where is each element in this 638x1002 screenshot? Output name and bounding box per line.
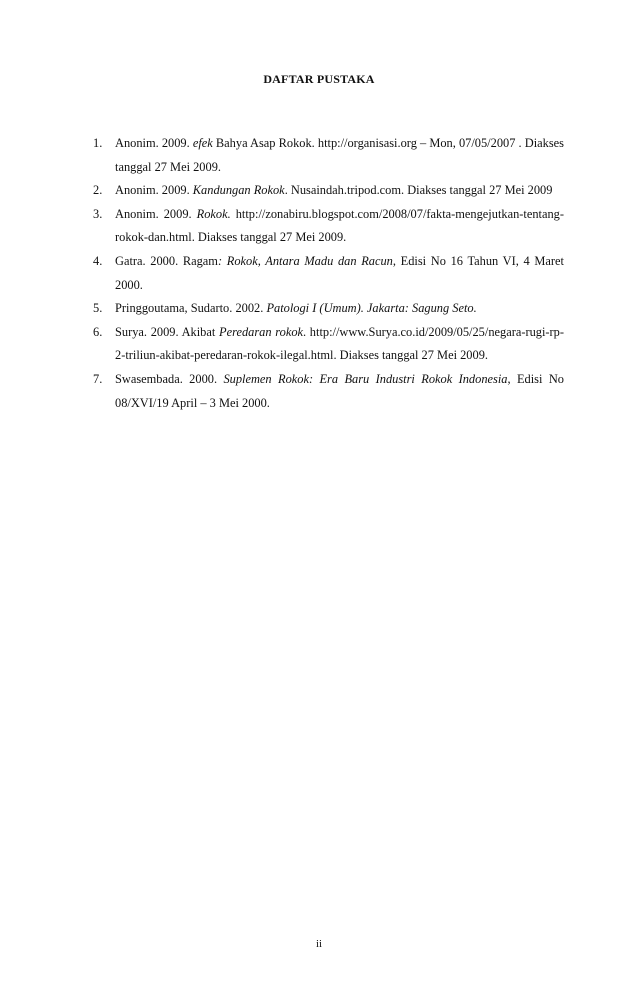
reference-text: Pringgoutama, Sudarto. 2002. <box>115 301 267 316</box>
page-title: DAFTAR PUSTAKA <box>263 72 375 86</box>
reference-item <box>93 368 564 415</box>
reference-italic-text: Rokok. <box>196 206 231 221</box>
reference-item <box>93 203 564 250</box>
reference-number: 3. <box>93 206 103 221</box>
reference-item <box>93 297 564 321</box>
reference-italic-text: efek <box>192 136 213 150</box>
reference-text: , Edisi No 16 Tahun VI, 4 Maret 2000. <box>115 253 564 292</box>
page-number: ii <box>315 938 323 950</box>
reference-item <box>93 179 564 203</box>
reference-text: Gatra. 2000. Ragam <box>115 253 218 268</box>
reference-item <box>93 321 564 368</box>
reference-text: . Nusaindah.tripod.com. Diakses tanggal 27 Mei 2009 <box>284 183 553 198</box>
reference-text: Anonim. 2009. <box>115 136 193 150</box>
reference-text: Bahya Asap Rokok. http://organisasi.org – Mon, 07/05/2007 . Diakses tanggal 27 Mei 2009. <box>115 136 564 174</box>
reference-text: Swasembada. 2000. <box>115 371 224 386</box>
reference-number: 6. <box>93 324 103 339</box>
reference-italic-text: Patologi I (Umum). Jakarta: Sagung Seto. <box>266 301 477 316</box>
reference-italic-text: Suplemen Rokok: Era Baru Industri Rokok Indonesia <box>223 371 508 386</box>
reference-italic-text: Kandungan Rokok <box>192 183 285 198</box>
reference-item <box>93 250 564 297</box>
reference-text: Anonim. 2009. <box>115 206 197 221</box>
reference-italic-text: : Rokok, Antara Madu dan Racun <box>217 253 393 268</box>
reference-text: Surya. 2009. Akibat <box>115 324 220 339</box>
reference-list <box>93 132 564 415</box>
reference-number: 2. <box>93 183 103 198</box>
reference-text: . http://www.Surya.co.id/2009/05/25/negara-rugi-rp-2-triliun-akibat-peredaran-rokok-ilegal.html. Diakses tanggal 27 Mei 2009. <box>115 324 564 363</box>
reference-text: , Edisi No 08/XVI/19 April – 3 Mei 2000. <box>115 371 564 410</box>
reference-number: 7. <box>93 371 103 386</box>
reference-number: 1. <box>93 136 103 150</box>
reference-italic-text: Peredaran rokok <box>219 324 304 339</box>
reference-text: http://zonabiru.blogspot.com/2008/07/fakta-mengejutkan-tentang-rokok-dan.html. Diakses tanggal 27 Mei 2009. <box>115 206 564 245</box>
reference-item <box>93 132 564 179</box>
reference-number: 4. <box>93 253 103 268</box>
reference-text: Anonim. 2009. <box>115 183 193 198</box>
reference-number: 5. <box>93 301 103 316</box>
